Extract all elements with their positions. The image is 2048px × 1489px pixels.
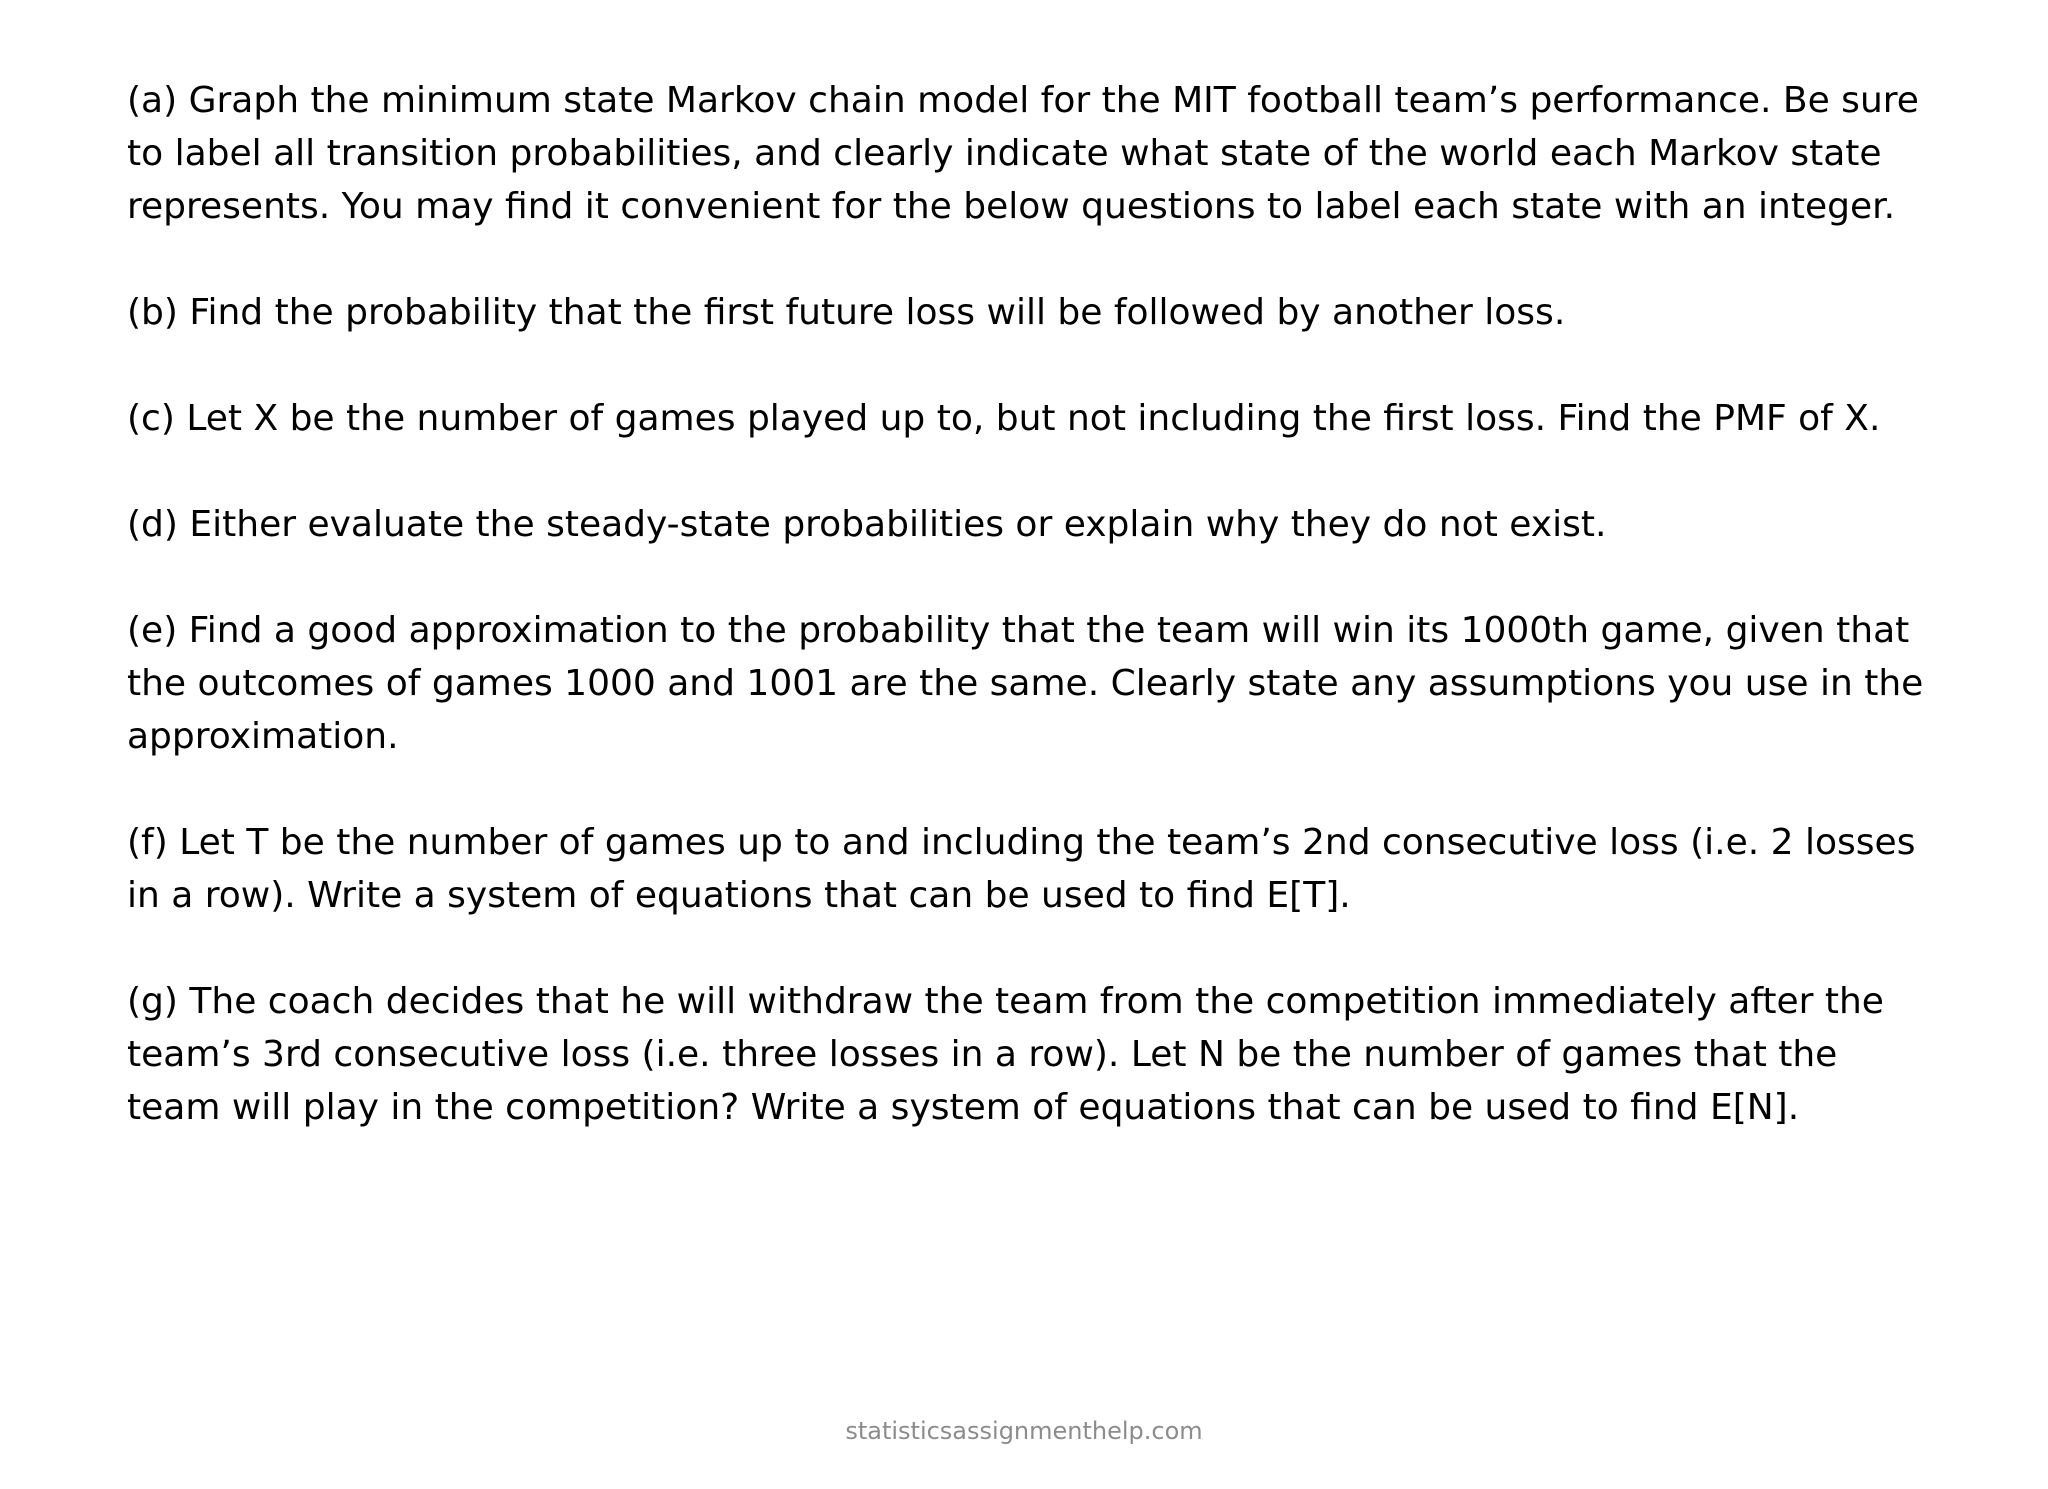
question-g: (g) The coach decides that he will withdraw the team from the competition immediately after the team’s 3rd consecutive loss (i.e. three losses in a row). Let N be the number of games that the team will play in the competition? Write a system of equations that can be used to find E[N]. xyxy=(127,981,1884,1128)
question-b: (b) Find the probability that the first future loss will be followed by another loss. xyxy=(127,292,1566,333)
question-e: (e) Find a good approximation to the probability that the team will win its 1000th game, given that the outcomes of games 1000 and 1001 are the same. Clearly state any assumptions you use in the approximation. xyxy=(127,610,1924,757)
question-c: (c) Let X be the number of games played up to, but not including the first loss. Find the PMF of X. xyxy=(127,398,1881,439)
question-d: (d) Either evaluate the steady-state probabilities or explain why they do not exist. xyxy=(127,504,1607,545)
footer-watermark: statisticsassignmenthelp.com xyxy=(845,1417,1203,1445)
question-a: (a) Graph the minimum state Markov chain model for the MIT football team’s performance. Be sure to label all transition probabilities, and clearly indicate what state of the world each Markov state represents. You may find it convenient for the below questions to label each state with an integer. xyxy=(127,80,1919,227)
question-list xyxy=(127,74,1937,1134)
question-f: (f) Let T be the number of games up to and including the team’s 2nd consecutive loss (i.e. 2 losses in a row). Write a system of equations that can be used to find E[T]. xyxy=(127,822,1916,916)
